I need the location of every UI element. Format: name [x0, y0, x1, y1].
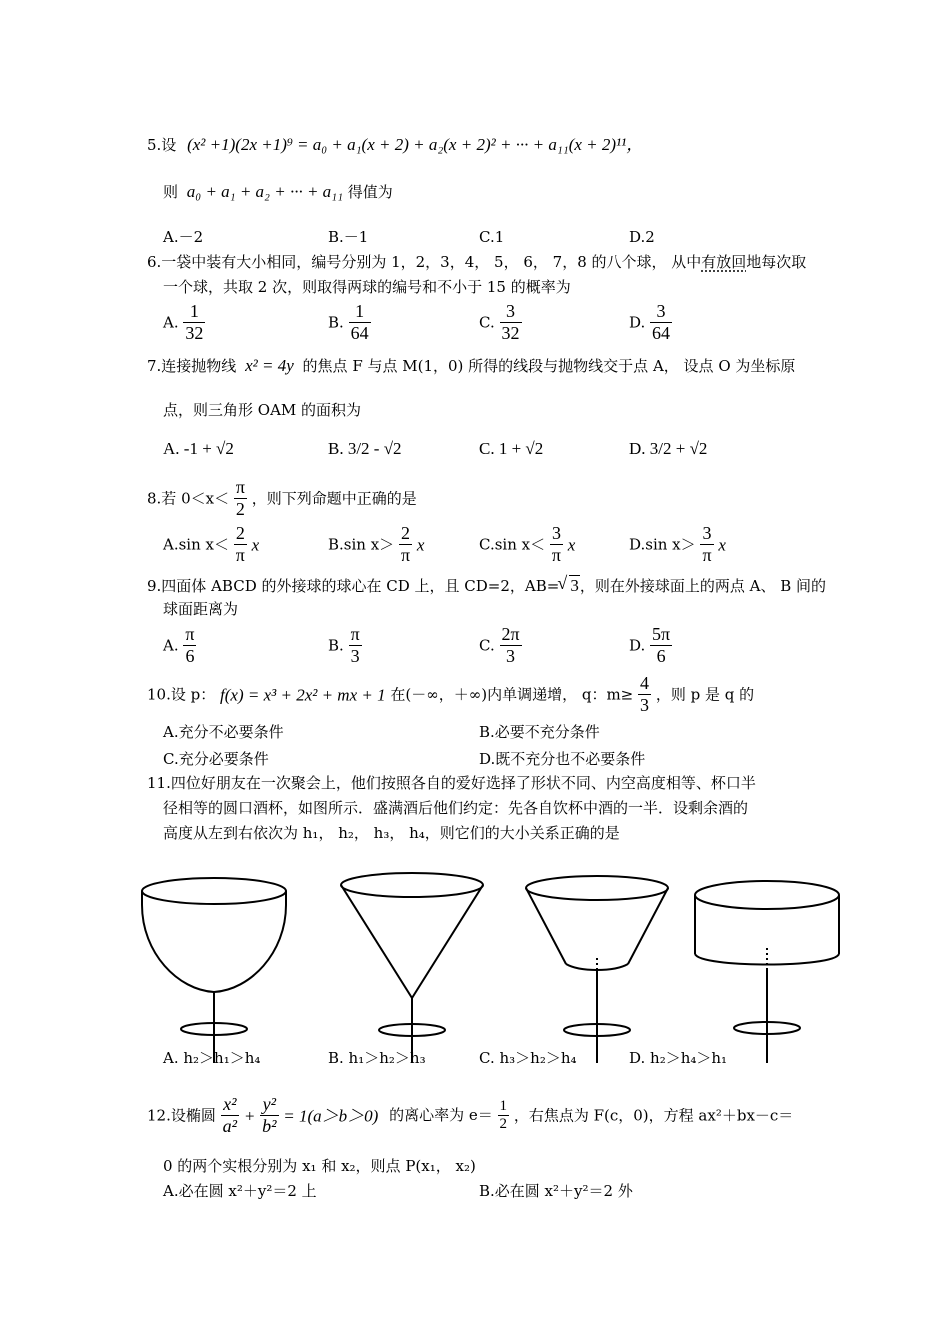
q11-figure: [0, 868, 950, 1068]
q6-option-a: [163, 302, 205, 343]
denominator: π: [551, 544, 561, 565]
numerator: 2: [399, 524, 412, 545]
denominator: 3: [640, 694, 650, 715]
q6-emphasis: 有放回: [701, 253, 747, 271]
q8-option-b-tail: x: [416, 535, 425, 555]
q8-stem: [147, 478, 417, 519]
numerator: 3: [500, 302, 522, 323]
numerator: 3: [550, 524, 563, 545]
q9-option-a-fraction: [183, 625, 196, 666]
q5-line2: [163, 183, 393, 200]
q8-text-tail: ，则下列命题中正确的是: [251, 489, 417, 508]
numerator: 2π: [501, 624, 520, 644]
q6-option-a-label: A.: [163, 313, 179, 332]
q8-option-a-label: A.sin x＜: [163, 535, 229, 554]
q12-stem-line2: 0 的两个实根分别为 x₁ 和 x₂，则点 P(x₁， x₂): [163, 1157, 476, 1175]
q9-sqrt-value: 3: [570, 576, 579, 595]
denominator: 3: [350, 645, 360, 666]
q8-option-d-fraction: [700, 524, 713, 565]
q6-option-b: [328, 302, 371, 343]
numerator: π: [350, 624, 360, 644]
numerator: x²: [221, 1095, 239, 1116]
q5-option-a: A.－2: [163, 228, 204, 246]
q5-option-c: C.1: [479, 228, 505, 246]
q8-text: 8.若 0＜x＜: [147, 489, 230, 508]
q10-fraction: [638, 674, 651, 715]
denominator: 2: [235, 498, 245, 519]
q9-option-d: [629, 625, 672, 666]
q10-text-mid: 在(－∞，＋∞)内单调递增， q：m≥: [390, 685, 634, 704]
q11-option-a: A. h₂＞h₁＞h₄: [163, 1049, 261, 1067]
q8-option-a-tail: x: [251, 535, 260, 555]
numerator: 5π: [652, 624, 671, 644]
numerator: 2: [234, 524, 247, 545]
q12-equation-tail: = 1(a＞b＞0): [283, 1106, 379, 1126]
q6-text: 6.一袋中装有大小相同，编号分别为 1，2，3，4， 5， 6， 7，8 的八个球， 从中: [147, 253, 702, 271]
numerator: π: [235, 477, 245, 497]
q8-option-c-tail: x: [567, 535, 576, 555]
q12-option-b: B.必在圆 x²＋y²＝2 外: [479, 1182, 633, 1200]
q12-text: 12.设椭圆: [147, 1106, 216, 1125]
q7-text-tail: 的焦点 F 与点 M(1，0) 所得的线段与抛物线交于点 A， 设点 O 为坐标原: [302, 357, 796, 375]
q9-option-b-fraction: [349, 625, 362, 666]
q12-option-a: A.必在圆 x²＋y²＝2 上: [163, 1182, 317, 1200]
q9-text-tail: ，则在外接球面上的两点 A、 B 间的: [579, 577, 827, 595]
q9-sqrt: [559, 577, 580, 594]
q6-text-tail: 地每次取: [746, 253, 807, 271]
numerator: 3: [650, 302, 672, 323]
denominator: π: [400, 544, 411, 565]
q10-text: 10.设 p：: [147, 685, 216, 704]
cylinder-cup: [695, 881, 839, 1063]
q10-text-tail: ，则 p 是 q 的: [655, 685, 755, 704]
q7-text: 7.连接抛物线: [147, 357, 237, 375]
denominator: 64: [350, 322, 369, 343]
q12-fraction-y: [260, 1095, 278, 1136]
denominator: π: [702, 544, 712, 565]
q10-option-d: D.既不充分也不必要条件: [479, 750, 646, 768]
denominator: 32: [185, 322, 204, 343]
q5-sum: a₀ + a₁ + a₂ + ··· + a₁₁: [186, 182, 343, 201]
q5-stem: [147, 136, 643, 153]
q10-option-a: A.充分不必要条件: [163, 723, 284, 741]
q12-plus: +: [243, 1106, 256, 1126]
q6-option-b-label: B.: [328, 313, 344, 332]
q8-option-d-tail: x: [718, 535, 726, 555]
q10-option-c: C.充分必要条件: [163, 750, 269, 768]
q6-option-b-fraction: [349, 302, 371, 343]
q9-option-a: [163, 625, 196, 666]
q6-option-c: [479, 302, 522, 343]
q10-option-b: B.必要不充分条件: [479, 723, 600, 741]
q12-fraction-x: [221, 1095, 239, 1136]
q5-number: 5.设: [147, 136, 177, 154]
q8-option-d: [629, 524, 726, 565]
q9-option-d-fraction: [650, 625, 672, 666]
q11-option-c: C. h₃＞h₂＞h₄: [479, 1049, 577, 1067]
q8-option-a-fraction: [234, 524, 247, 565]
q9-option-a-label: A.: [163, 636, 179, 655]
hemisphere-cup: [142, 878, 286, 1063]
q11-option-b: B. h₁＞h₂＞h₃: [328, 1049, 426, 1067]
q8-option-c-label: C.sin x＜: [479, 535, 546, 554]
q6-option-a-fraction: [183, 302, 205, 343]
numerator: π: [185, 624, 195, 644]
denominator: 32: [501, 322, 520, 343]
q7-option-c: C. 1 + √2: [479, 439, 544, 458]
numerator: y²: [260, 1095, 278, 1116]
q9-option-c-label: C.: [479, 636, 495, 655]
q9-option-c: [479, 625, 522, 666]
q6-option-d-label: D.: [629, 313, 646, 332]
q12-stem-line1: [147, 1095, 793, 1136]
numerator: 3: [700, 524, 713, 545]
q11-option-d: D. h₂＞h₄＞h₁: [629, 1049, 728, 1067]
numerator: 1: [183, 302, 205, 323]
q5-equation: (x² +1)(2x +1)⁹ = a₀ + a₁(x + 2) + a₂(x + 2)² + ··· + a₁₁(x + 2)¹¹，: [187, 135, 644, 154]
denominator: 2: [499, 1115, 508, 1132]
numerator: 1: [349, 302, 371, 323]
denominator: 6: [185, 645, 195, 666]
q7-option-d: D. 3/2 + √2: [629, 439, 708, 458]
q12-eccentricity: [498, 1098, 510, 1133]
denominator: a²: [222, 1115, 238, 1136]
q7-parabola: x² = 4y: [245, 356, 294, 375]
q6-stem-line1: [147, 255, 806, 270]
q6-option-c-label: C.: [479, 313, 495, 332]
q8-option-d-label: D.sin x＞: [629, 535, 696, 554]
q8-fraction: [234, 478, 247, 519]
q8-option-a: [163, 524, 259, 565]
q9-stem-line1: [147, 577, 826, 594]
q12-text-mid: 的离心率为 e＝: [389, 1106, 493, 1125]
q5-line2-prefix: 则: [163, 183, 179, 201]
q11-stem-line3: 高度从左到右依次为 h₁， h₂， h₃， h₄，则它们的大小关系正确的是: [163, 824, 620, 842]
q12-text-tail: ，右焦点为 F(c，0)，方程 ax²＋bx－c＝: [513, 1106, 794, 1125]
q6-stem-line2: 一个球，共取 2 次，则取得两球的编号和不小于 15 的概率为: [163, 278, 571, 296]
denominator: b²: [262, 1115, 277, 1136]
denominator: 6: [656, 645, 666, 666]
denominator: 64: [652, 322, 671, 343]
q9-option-b-label: B.: [328, 636, 344, 655]
q11-stem-line1: 11.四位好朋友在一次聚会上，他们按照各自的爱好选择了形状不同、内空高度相等、杯口半: [147, 774, 756, 792]
q7-option-a: A. -1 + √2: [163, 439, 234, 458]
q9-option-c-fraction: [500, 625, 522, 666]
q10-stem: [147, 674, 754, 715]
q8-option-c: [479, 524, 575, 565]
q7-option-b: B. 3/2 - √2: [328, 439, 402, 458]
q6-option-d-fraction: [650, 302, 672, 343]
numerator: 4: [640, 673, 650, 693]
q8-option-b-label: B.sin x＞: [328, 535, 395, 554]
numerator: 1: [499, 1098, 508, 1115]
cone-cup: [341, 873, 483, 1063]
q11-stem-line2: 径相等的圆口酒杯，如图所示．盛满酒后他们约定：先各自饮杯中酒的一半．设剩余酒的: [163, 799, 749, 817]
denominator: 3: [506, 645, 516, 666]
q9-option-b: [328, 625, 362, 666]
q9-option-d-label: D.: [629, 636, 646, 655]
q6-option-d: [629, 302, 672, 343]
q5-option-b: B.－1: [328, 228, 369, 246]
q5-line2-suffix: 得值为: [347, 183, 393, 201]
q7-stem-line1: [147, 357, 795, 374]
q9-stem-line2: 球面距离为: [163, 600, 239, 618]
q7-stem-line2: 点，则三角形 OAM 的面积为: [163, 401, 362, 419]
frustum-cup: [526, 876, 668, 1063]
q9-text: 9.四面体 ABCD 的外接球的球心在 CD 上，且 CD=2，AB=: [147, 577, 560, 595]
denominator: π: [235, 544, 245, 565]
q10-function: f(x) = x³ + 2x² + mx + 1: [220, 685, 386, 705]
q6-option-c-fraction: [500, 302, 522, 343]
q5-option-d: D.2: [629, 228, 655, 246]
q8-option-b: [328, 524, 424, 565]
q8-option-c-fraction: [550, 524, 563, 565]
q8-option-b-fraction: [399, 524, 412, 565]
